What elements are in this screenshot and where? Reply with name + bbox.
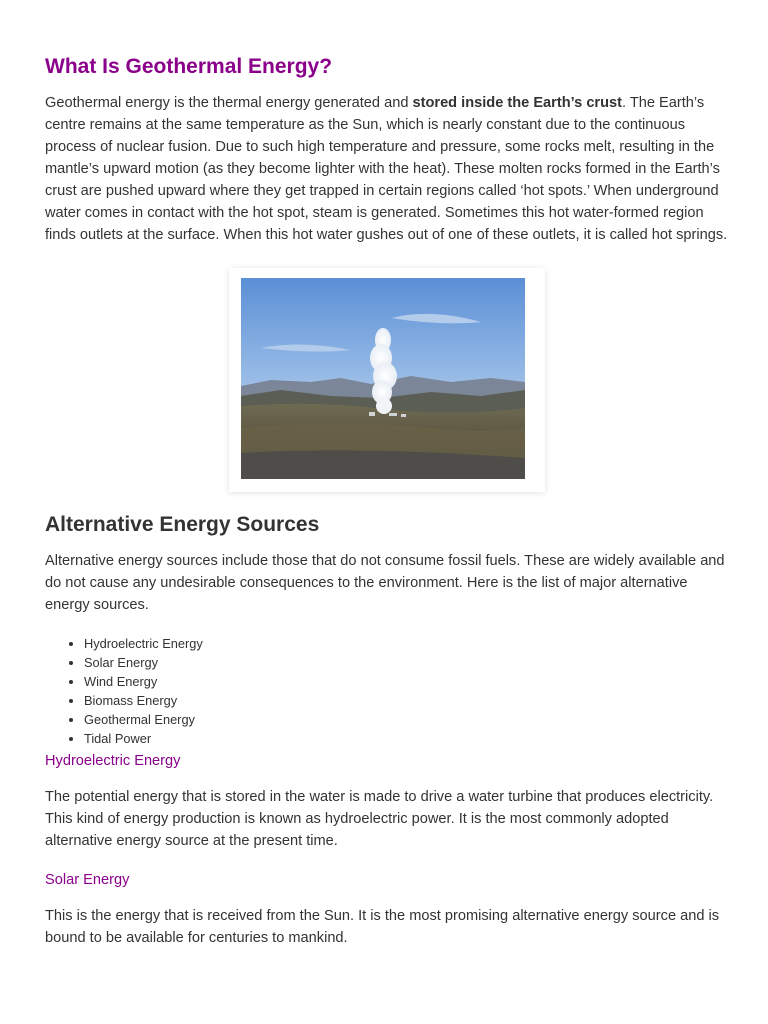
- solar-paragraph: This is the energy that is received from the Sun. It is the most promising alternative energy source and is bound to be available for centuries to mankind.: [45, 908, 720, 946]
- list-item: • Biomass Energy: [84, 691, 729, 710]
- list-item: • Hydroelectric Energy: [84, 634, 729, 653]
- geothermal-intro-start: Geothermal energy is the thermal energy generated and: [45, 95, 413, 111]
- hydroelectric-heading: Hydroelectric Energy: [45, 753, 181, 769]
- geothermal-paragraph: [45, 92, 729, 246]
- geothermal-steam-photo: [241, 278, 525, 479]
- hydroelectric-paragraph: The potential energy that is stored in the water is made to drive a water turbine that produces electricity. This kind of energy production is known as hydroelectric power. It is the most commonly adopted alternative energy source at the present time.: [45, 789, 714, 849]
- article: [45, 50, 729, 949]
- solar-heading: Solar Energy: [45, 872, 130, 888]
- list-item: • Geothermal Energy: [84, 710, 729, 729]
- list-item: • Solar Energy: [84, 653, 729, 672]
- geothermal-intro-rest: . The Earth’s centre remains at the same temperature as the Sun, which is nearly constant due to the continuous process of nuclear fusion. Due to such high temperature and pressure, some rocks melt, resulting in the mantle’s upward motion (as they become lighter with the heat). These molten rocks formed in the Earth’s crust are pushed upward where they get trapped in certain regions called ‘hot spots.’ When underground water comes in contact with the hot spot, steam is generated. Sometimes this hot water-formed region finds outlets at the surface. When this hot water gushes out of one of these outlets, it is called hot springs.: [45, 95, 728, 243]
- list-item: • Tidal Power: [84, 729, 729, 748]
- geothermal-figure: [229, 268, 545, 492]
- section-spacer: [45, 852, 729, 867]
- alternative-energy-heading: Alternative Energy Sources: [45, 513, 320, 536]
- list-item: • Wind Energy: [84, 672, 729, 691]
- geothermal-heading: What Is Geothermal Energy?: [45, 55, 333, 78]
- energy-sources-list: [45, 634, 729, 748]
- alternative-energy-paragraph: Alternative energy sources include those that do not consume fossil fuels. These are widely available and do not cause any undesirable consequences to the environment. Here is the list of major alternative energy sources.: [45, 553, 725, 613]
- geothermal-intro-bold: stored inside the Earth’s crust: [412, 95, 622, 111]
